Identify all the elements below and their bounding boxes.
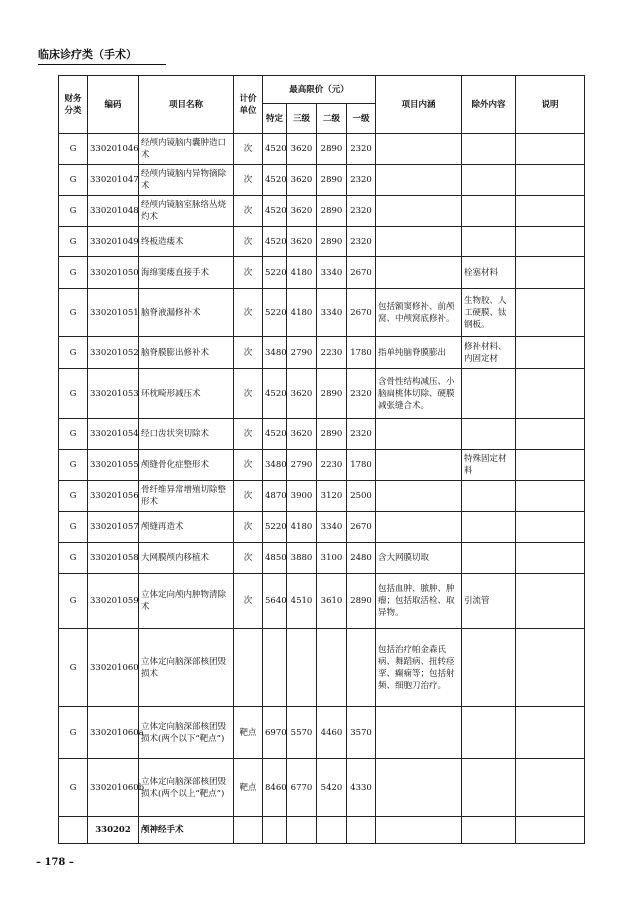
cell-content: 指单纯脑脊膜膨出	[376, 337, 462, 369]
cell-p4: 2670	[347, 289, 376, 337]
table-row	[59, 227, 585, 257]
cell-content	[376, 227, 462, 257]
cell-content: 含大网膜切取	[376, 543, 462, 574]
cell-name: 立体定向脑深部核团毁损术(两个以上“靶点”)	[139, 759, 234, 817]
header-unit: 计价单位	[234, 76, 263, 134]
header-category: 财务分类	[59, 76, 88, 134]
cell-excluded	[462, 629, 516, 707]
cell-note	[516, 257, 585, 289]
header-code: 编码	[88, 76, 139, 134]
cell-note	[516, 227, 585, 257]
cell-unit: 次	[234, 574, 263, 629]
cell-name: 立体定向颅内肿物清除术	[139, 574, 234, 629]
cell-unit: 次	[234, 257, 263, 289]
cell-unit: 靶点	[234, 707, 263, 759]
cell-cat: G	[59, 419, 88, 450]
cell-unit: 次	[234, 512, 263, 543]
cell-p4: 2500	[347, 481, 376, 512]
cell-unit	[234, 817, 263, 844]
cell-p1: 4520	[263, 196, 287, 227]
cell-name: 脑脊液漏修补术	[139, 289, 234, 337]
header-content: 项目内涵	[376, 76, 462, 134]
cell-content: 包括血肿、脓肿、肿瘤；包括取活检、取异物。	[376, 574, 462, 629]
cell-p4: 2670	[347, 512, 376, 543]
cell-name: 立体定向脑深部核团毁损术	[139, 629, 234, 707]
cell-p2: 6770	[287, 759, 317, 817]
cell-p2: 4180	[287, 289, 317, 337]
cell-p1: 4520	[263, 419, 287, 450]
cell-unit: 次	[234, 196, 263, 227]
table-row	[59, 134, 585, 165]
cell-code: 330201057	[88, 512, 139, 543]
cell-p2: 2790	[287, 337, 317, 369]
table-row	[59, 450, 585, 481]
table-row	[59, 337, 585, 369]
cell-code: 330201048	[88, 196, 139, 227]
cell-p3: 2230	[317, 450, 347, 481]
section-title: 临床诊疗类（手术）	[38, 46, 166, 65]
cell-unit: 靶点	[234, 759, 263, 817]
table-row	[59, 369, 585, 419]
cell-name: 立体定向脑深部核团毁损术(两个以下“靶点”)	[139, 707, 234, 759]
cell-p4: 2320	[347, 227, 376, 257]
cell-code: 330201058	[88, 543, 139, 574]
table-row	[59, 707, 585, 759]
cell-excluded	[462, 481, 516, 512]
cell-p3: 2890	[317, 227, 347, 257]
header-name: 项目名称	[139, 76, 234, 134]
cell-code: 330201047	[88, 165, 139, 196]
cell-excluded: 引流管	[462, 574, 516, 629]
cell-content: 包括治疗帕金森氏病、舞蹈病、扭转痉挛、癫痫等；包括射频、细胞刀治疗。	[376, 629, 462, 707]
price-table	[58, 75, 585, 844]
cell-note	[516, 574, 585, 629]
cell-p2: 2790	[287, 450, 317, 481]
cell-p2: 4180	[287, 257, 317, 289]
cell-cat: G	[59, 257, 88, 289]
cell-code: 330201060b	[88, 759, 139, 817]
cell-excluded	[462, 369, 516, 419]
cell-note	[516, 134, 585, 165]
cell-p3: 3100	[317, 543, 347, 574]
cell-cat: G	[59, 450, 88, 481]
cell-unit: 次	[234, 481, 263, 512]
table-row	[59, 512, 585, 543]
cell-code: 330201059	[88, 574, 139, 629]
cell-excluded	[462, 196, 516, 227]
cell-p4: 1780	[347, 337, 376, 369]
cell-code: 330201056	[88, 481, 139, 512]
cell-excluded	[462, 543, 516, 574]
cell-excluded	[462, 707, 516, 759]
cell-p1	[263, 629, 287, 707]
cell-content: 包括额窦修补、前颅窝、中颅窝底修补。	[376, 289, 462, 337]
header-note: 说明	[516, 76, 585, 134]
cell-unit: 次	[234, 337, 263, 369]
header-grade2: 二级	[317, 104, 347, 134]
cell-p1: 5220	[263, 512, 287, 543]
cell-note	[516, 543, 585, 574]
cell-note	[516, 196, 585, 227]
table-row	[59, 574, 585, 629]
cell-unit: 次	[234, 134, 263, 165]
cell-p1: 3480	[263, 337, 287, 369]
cell-content	[376, 759, 462, 817]
cell-note	[516, 817, 585, 844]
cell-note	[516, 450, 585, 481]
cell-p2: 3880	[287, 543, 317, 574]
cell-unit: 次	[234, 450, 263, 481]
cell-p3	[317, 629, 347, 707]
table-row	[59, 481, 585, 512]
cell-p2: 3620	[287, 165, 317, 196]
cell-name: 环枕畸形减压术	[139, 369, 234, 419]
cell-p1: 4520	[263, 134, 287, 165]
cell-cat: G	[59, 134, 88, 165]
cell-p1: 4870	[263, 481, 287, 512]
cell-p3: 2890	[317, 419, 347, 450]
cell-cat: G	[59, 759, 88, 817]
cell-content	[376, 512, 462, 543]
header-excluded: 除外内容	[462, 76, 516, 134]
cell-excluded	[462, 165, 516, 196]
cell-cat	[59, 817, 88, 844]
cell-code: 330201050	[88, 257, 139, 289]
cell-code: 330202	[88, 817, 139, 844]
cell-code: 330201060	[88, 629, 139, 707]
cell-unit: 次	[234, 543, 263, 574]
cell-p4: 4330	[347, 759, 376, 817]
cell-p2: 4180	[287, 512, 317, 543]
cell-cat: G	[59, 337, 88, 369]
table-row	[59, 289, 585, 337]
cell-note	[516, 707, 585, 759]
cell-name: 骨纤维异常增殖切除整形术	[139, 481, 234, 512]
cell-excluded	[462, 817, 516, 844]
cell-content	[376, 707, 462, 759]
cell-note	[516, 337, 585, 369]
cell-note	[516, 512, 585, 543]
cell-cat: G	[59, 512, 88, 543]
cell-excluded	[462, 759, 516, 817]
cell-p4	[347, 817, 376, 844]
cell-cat: G	[59, 543, 88, 574]
cell-code: 330201053	[88, 369, 139, 419]
cell-p2: 3620	[287, 419, 317, 450]
cell-cat: G	[59, 574, 88, 629]
cell-p4: 2320	[347, 165, 376, 196]
table-row	[59, 419, 585, 450]
cell-p3: 3340	[317, 289, 347, 337]
table-row	[59, 543, 585, 574]
cell-name: 大网膜颅内移植术	[139, 543, 234, 574]
cell-p1: 5640	[263, 574, 287, 629]
cell-code: 330201054	[88, 419, 139, 450]
table-row	[59, 165, 585, 196]
cell-p1: 8460	[263, 759, 287, 817]
cell-note	[516, 481, 585, 512]
cell-p1: 4520	[263, 369, 287, 419]
header-max-price: 最高限价（元）	[263, 76, 376, 104]
cell-p2: 3620	[287, 227, 317, 257]
cell-p4: 2320	[347, 134, 376, 165]
cell-p1: 6970	[263, 707, 287, 759]
cell-cat: G	[59, 629, 88, 707]
cell-content: 含骨性结构减压、小脑扁桃体切除、硬膜减张缝合术。	[376, 369, 462, 419]
table-row	[59, 257, 585, 289]
cell-excluded	[462, 512, 516, 543]
cell-p1: 3480	[263, 450, 287, 481]
cell-p3	[317, 817, 347, 844]
cell-p4: 1780	[347, 450, 376, 481]
cell-p4: 3570	[347, 707, 376, 759]
cell-p4: 2320	[347, 196, 376, 227]
cell-p3: 3340	[317, 257, 347, 289]
cell-p2	[287, 629, 317, 707]
cell-unit: 次	[234, 165, 263, 196]
table-row	[59, 629, 585, 707]
cell-content	[376, 817, 462, 844]
cell-code: 330201055	[88, 450, 139, 481]
cell-p3: 5420	[317, 759, 347, 817]
header-grade1: 一级	[347, 104, 376, 134]
cell-p3: 4460	[317, 707, 347, 759]
cell-unit: 次	[234, 227, 263, 257]
cell-excluded: 特殊固定材料	[462, 450, 516, 481]
cell-p1: 5220	[263, 257, 287, 289]
cell-p1: 4520	[263, 227, 287, 257]
header-grade3: 三级	[287, 104, 317, 134]
cell-cat: G	[59, 289, 88, 337]
cell-p4	[347, 629, 376, 707]
cell-p3: 2890	[317, 134, 347, 165]
cell-unit: 次	[234, 289, 263, 337]
table-row	[59, 817, 585, 844]
cell-name: 经颅内镜脑内囊肿造口术	[139, 134, 234, 165]
cell-excluded: 生物胶、人工硬膜、钛钢板。	[462, 289, 516, 337]
cell-p1	[263, 817, 287, 844]
cell-p4: 2670	[347, 257, 376, 289]
cell-p3: 2890	[317, 196, 347, 227]
page-number: – 178 –	[36, 857, 74, 868]
cell-code: 330201051	[88, 289, 139, 337]
cell-p3: 3120	[317, 481, 347, 512]
cell-code: 330201049	[88, 227, 139, 257]
cell-p3: 3340	[317, 512, 347, 543]
cell-unit: 次	[234, 369, 263, 419]
cell-note	[516, 759, 585, 817]
cell-content	[376, 419, 462, 450]
cell-content	[376, 165, 462, 196]
cell-note	[516, 369, 585, 419]
cell-p3: 2230	[317, 337, 347, 369]
cell-name: 终板造瘘术	[139, 227, 234, 257]
cell-p1: 5220	[263, 289, 287, 337]
cell-excluded: 修补材料、内固定材	[462, 337, 516, 369]
cell-name: 经颅内镜脑室脉络丛烧灼术	[139, 196, 234, 227]
cell-note	[516, 289, 585, 337]
cell-p2: 3620	[287, 196, 317, 227]
cell-p2	[287, 817, 317, 844]
cell-p4: 2480	[347, 543, 376, 574]
cell-note	[516, 629, 585, 707]
cell-cat: G	[59, 481, 88, 512]
cell-p2: 3620	[287, 134, 317, 165]
cell-p4: 2890	[347, 574, 376, 629]
cell-content	[376, 481, 462, 512]
cell-cat: G	[59, 707, 88, 759]
cell-unit	[234, 629, 263, 707]
cell-excluded: 栓塞材料	[462, 257, 516, 289]
cell-p3: 3610	[317, 574, 347, 629]
cell-excluded	[462, 134, 516, 165]
cell-name: 海绵窦瘘直接手术	[139, 257, 234, 289]
cell-cat: G	[59, 227, 88, 257]
cell-excluded	[462, 419, 516, 450]
cell-p3: 2890	[317, 165, 347, 196]
table-row	[59, 759, 585, 817]
cell-cat: G	[59, 369, 88, 419]
header-special: 特定	[263, 104, 287, 134]
cell-p2: 5570	[287, 707, 317, 759]
cell-p2: 3900	[287, 481, 317, 512]
cell-p2: 3620	[287, 369, 317, 419]
cell-cat: G	[59, 165, 88, 196]
cell-name: 经口齿状突切除术	[139, 419, 234, 450]
cell-name: 脑脊膜膨出修补术	[139, 337, 234, 369]
cell-code: 330201052	[88, 337, 139, 369]
cell-content	[376, 196, 462, 227]
cell-name: 颅缝骨化症整形术	[139, 450, 234, 481]
cell-note	[516, 419, 585, 450]
cell-p4: 2320	[347, 369, 376, 419]
table-row	[59, 196, 585, 227]
cell-p3: 2890	[317, 369, 347, 419]
cell-name: 颅神经手术	[139, 817, 234, 844]
cell-cat: G	[59, 196, 88, 227]
cell-name: 颅缝再造术	[139, 512, 234, 543]
cell-p1: 4850	[263, 543, 287, 574]
cell-p1: 4520	[263, 165, 287, 196]
cell-content	[376, 257, 462, 289]
cell-excluded	[462, 227, 516, 257]
cell-code: 330201046	[88, 134, 139, 165]
cell-p2: 4510	[287, 574, 317, 629]
cell-code: 330201060a	[88, 707, 139, 759]
cell-name: 经颅内镜脑内异物摘除术	[139, 165, 234, 196]
cell-content	[376, 450, 462, 481]
cell-note	[516, 165, 585, 196]
cell-content	[376, 134, 462, 165]
cell-unit: 次	[234, 419, 263, 450]
cell-p4: 2320	[347, 419, 376, 450]
